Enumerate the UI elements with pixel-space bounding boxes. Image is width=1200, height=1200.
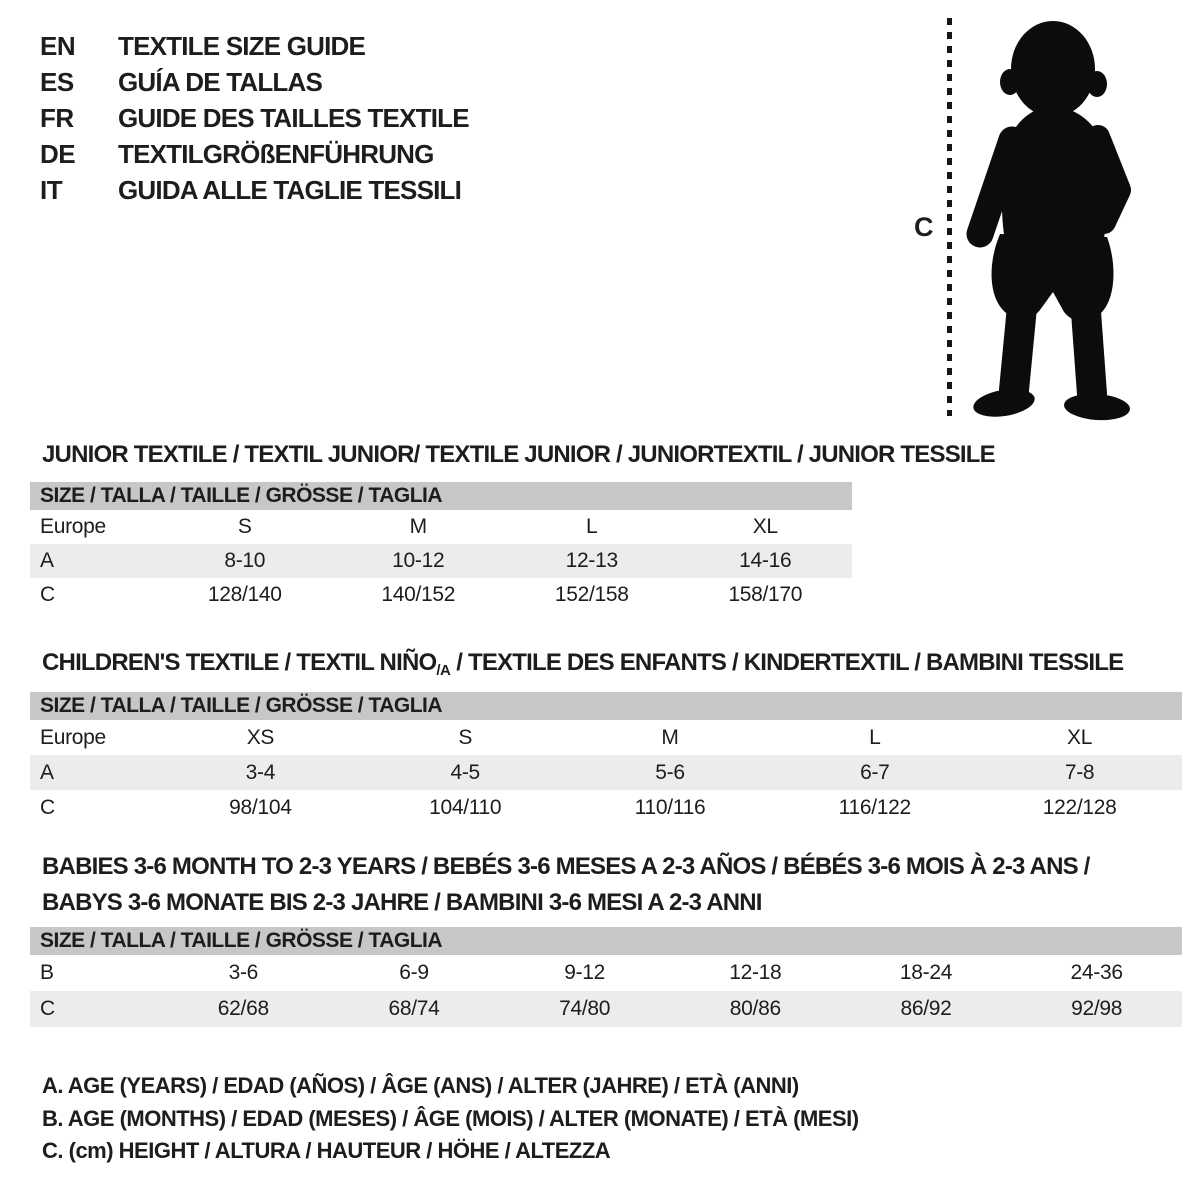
section-title-line: JUNIOR TEXTILE / TEXTIL JUNIOR/ TEXTILE JUNIOR / JUNIORTEXTIL / JUNIOR TESSILE: [42, 441, 995, 468]
table-cell: XS: [246, 725, 275, 749]
table-cell: 9-12: [564, 961, 606, 984]
section-title: [42, 437, 995, 473]
section-childrens-textile: [30, 645, 1182, 825]
section-title: [42, 645, 1182, 684]
table-row: [30, 955, 1182, 991]
section-babies-textile: [30, 849, 1182, 1027]
table-row: [30, 755, 1182, 790]
table-cell: 74/80: [559, 997, 611, 1020]
table-cell: 18-24: [899, 961, 953, 984]
table-cell: 86/92: [900, 997, 952, 1020]
language-label: GUIDA ALLE TAGLIE TESSILI: [118, 174, 462, 205]
row-label: C: [40, 795, 55, 819]
row-label: Europe: [40, 725, 106, 749]
table-cell: S: [237, 515, 252, 538]
language-code: ES: [40, 66, 74, 97]
size-table-body: [30, 510, 852, 612]
row-label: A: [40, 760, 54, 784]
table-row: [30, 790, 1182, 825]
section-junior-textile: [30, 437, 995, 612]
table-row: [30, 991, 1182, 1027]
toddler-figure: [0, 0, 1200, 430]
table-row: [30, 720, 1182, 755]
language-label: TEXTILGRÖßENFÜHRUNG: [118, 138, 434, 169]
table-cell: 10-12: [392, 549, 445, 572]
section-title-line: CHILDREN'S TEXTILE / TEXTIL $NIÑO_{/A}$ / TEXTILE DES ENFANTS / KINDERTEXTIL / BAMBINI TESSILE: [42, 649, 1124, 679]
table-cell: 6-9: [399, 961, 429, 984]
size-table-header: SIZE / TALLA / TAILLE / GRÖSSE / TAGLIA: [30, 927, 1182, 955]
row-label: C: [40, 997, 55, 1020]
table-cell: 62/68: [217, 997, 269, 1020]
table-cell: 14-16: [739, 549, 792, 572]
table-cell: 98/104: [229, 795, 292, 819]
size-table: [30, 482, 852, 612]
legend: [42, 1070, 859, 1168]
table-cell: 6-7: [860, 760, 890, 784]
table-cell: M: [409, 515, 427, 538]
size-table-header: SIZE / TALLA / TAILLE / GRÖSSE / TAGLIA: [30, 692, 1182, 720]
table-cell: 92/98: [1071, 997, 1123, 1020]
section-title-line: BABYS 3-6 MONATE BIS 2-3 JAHRE / BAMBINI 3-6 MESI A 2-3 ANNI: [42, 889, 762, 916]
row-label: Europe: [40, 515, 106, 538]
legend-line: C. (cm) HEIGHT / ALTURA / HAUTEUR / HÖHE / ALTEZZA: [42, 1138, 611, 1163]
height-measure-label: C: [914, 212, 934, 242]
language-label: GUÍA DE TALLAS: [118, 66, 323, 97]
language-code: EN: [40, 30, 76, 61]
table-cell: 8-10: [224, 549, 266, 572]
table-cell: 3-4: [245, 760, 276, 784]
table-cell: 7-8: [1064, 760, 1095, 784]
table-cell: 110/116: [634, 795, 706, 819]
table-cell: XL: [1067, 725, 1093, 749]
table-cell: 5-6: [655, 760, 685, 784]
size-table-body: [30, 720, 1182, 825]
language-label: TEXTILE SIZE GUIDE: [118, 30, 366, 61]
table-cell: S: [458, 725, 473, 749]
table-cell: 3-6: [228, 961, 259, 984]
toddler-silhouette-icon: [960, 12, 1140, 422]
language-code: FR: [40, 102, 74, 133]
table-row: [30, 578, 852, 612]
table-cell: 140/152: [381, 583, 456, 606]
table-cell: 80/86: [729, 997, 781, 1020]
table-cell: 12-18: [729, 961, 782, 984]
table-cell: XL: [752, 515, 778, 538]
size-table: [30, 692, 1182, 825]
table-cell: 122/128: [1042, 795, 1117, 819]
table-row: [30, 544, 852, 578]
table-cell: 128/140: [207, 583, 282, 606]
table-cell: 116/122: [838, 795, 911, 819]
legend-line: B. AGE (MONTHS) / EDAD (MESES) / ÂGE (MOIS) / ALTER (MONATE) / ETÀ (MESI): [42, 1105, 859, 1131]
size-table: [30, 927, 1182, 1027]
table-cell: 68/74: [388, 997, 440, 1020]
height-measure-dashed-line: [947, 18, 952, 416]
language-code: IT: [40, 174, 63, 205]
section-title: [42, 849, 1182, 921]
language-code: DE: [40, 138, 76, 169]
size-table-header: SIZE / TALLA / TAILLE / GRÖSSE / TAGLIA: [30, 482, 852, 510]
size-table-body: [30, 955, 1182, 1027]
legend-line: A. AGE (YEARS) / EDAD (AÑOS) / ÂGE (ANS) / ALTER (JAHRE) / ETÀ (ANNI): [42, 1073, 799, 1098]
table-cell: L: [586, 515, 598, 538]
row-label: A: [40, 549, 54, 572]
table-cell: M: [661, 725, 679, 749]
table-cell: 152/158: [554, 583, 629, 606]
row-label: B: [40, 961, 54, 984]
table-row: [30, 510, 852, 544]
table-cell: 24-36: [1070, 961, 1123, 984]
table-cell: 4-5: [450, 760, 480, 784]
language-label: GUIDE DES TAILLES TEXTILE: [118, 102, 469, 133]
table-cell: 104/110: [429, 795, 502, 819]
table-cell: 158/170: [728, 583, 803, 606]
table-cell: 12-13: [565, 549, 618, 572]
table-cell: L: [869, 725, 881, 749]
section-title-line: BABIES 3-6 MONTH TO 2-3 YEARS / BEBÉS 3-6 MESES A 2-3 AÑOS / BÉBÉS 3-6 MOIS À 2-3 ANS /: [42, 853, 1090, 880]
row-label: C: [40, 583, 55, 606]
